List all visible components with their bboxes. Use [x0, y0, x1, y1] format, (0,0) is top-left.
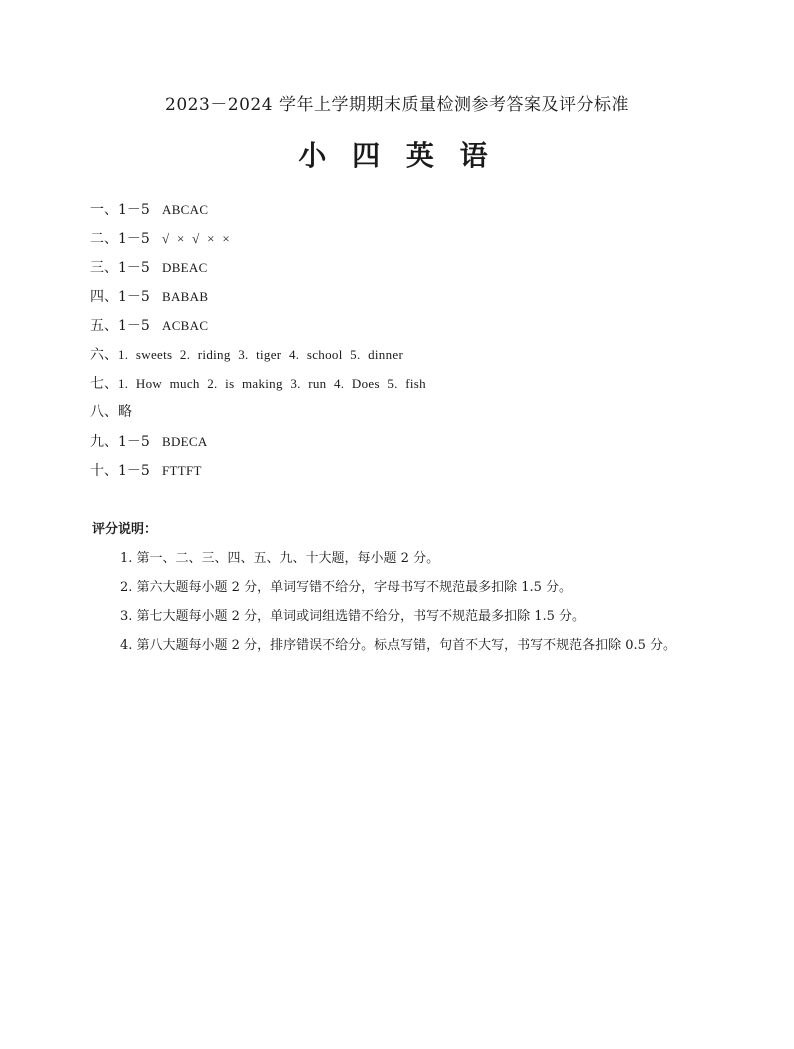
answer-section-label: 八、略: [90, 404, 132, 420]
answer-row-1: [90, 195, 730, 224]
scoring-notes: [92, 516, 752, 660]
scoring-item-2: 2. 第六大题每小题 2 分，单词写错不给分，字母书写不规范最多扣除 1.5 分。: [120, 580, 573, 595]
answer-row-7: [90, 369, 730, 398]
answer-content: 1. sweets 2. riding 3. tiger 4. school 5. dinner: [118, 347, 404, 362]
answer-section-label: 六、: [90, 347, 118, 363]
answer-row-5: [90, 311, 730, 340]
answer-content: DBEAC: [162, 260, 208, 275]
answer-content: ACBAC: [162, 318, 209, 333]
answer-section-label: 五、1－5: [90, 318, 150, 334]
answer-list: [90, 195, 730, 485]
answer-content: √ × √ × ×: [162, 231, 230, 246]
exam-title: 2023－2024 学年上学期期末质量检测参考答案及评分标准: [165, 95, 629, 115]
answer-section-label: 三、1－5: [90, 260, 150, 276]
answer-section-label: 四、1－5: [90, 289, 150, 305]
answer-content: 1. How much 2. is making 3. run 4. Does 5. fish: [118, 376, 426, 391]
answer-section-label: 二、1－5: [90, 231, 150, 247]
scoring-item-3: 3. 第七大题每小题 2 分，单词或词组选错不给分，书写不规范最多扣除 1.5 分。: [120, 609, 586, 624]
scoring-heading: 评分说明：: [92, 522, 158, 537]
answer-row-10: [90, 456, 730, 485]
answer-section-label: 九、1－5: [90, 434, 150, 450]
scoring-item-1: 1. 第一、二、三、四、五、九、十大题，每小题 2 分。: [120, 551, 440, 566]
answer-content: BDECA: [162, 434, 208, 449]
answer-section-label: 七、: [90, 376, 118, 392]
answer-row-8: [90, 398, 730, 427]
answer-row-4: [90, 282, 730, 311]
scoring-item-4: 4. 第八大题每小题 2 分，排序错误不给分。标点写错，句首不大写，书写不规范各扣除 0.5 分。: [120, 638, 677, 653]
answer-row-2: [90, 224, 730, 253]
answer-row-6: [90, 340, 730, 369]
subject-title: 小 四 英 语: [298, 139, 496, 172]
answer-content: ABCAC: [162, 202, 209, 217]
answer-section-label: 一、1－5: [90, 202, 150, 218]
answer-content: FTTFT: [162, 463, 202, 478]
answer-row-9: [90, 427, 730, 456]
answer-content: BABAB: [162, 289, 209, 304]
answer-section-label: 十、1－5: [90, 463, 150, 479]
answer-row-3: [90, 253, 730, 282]
